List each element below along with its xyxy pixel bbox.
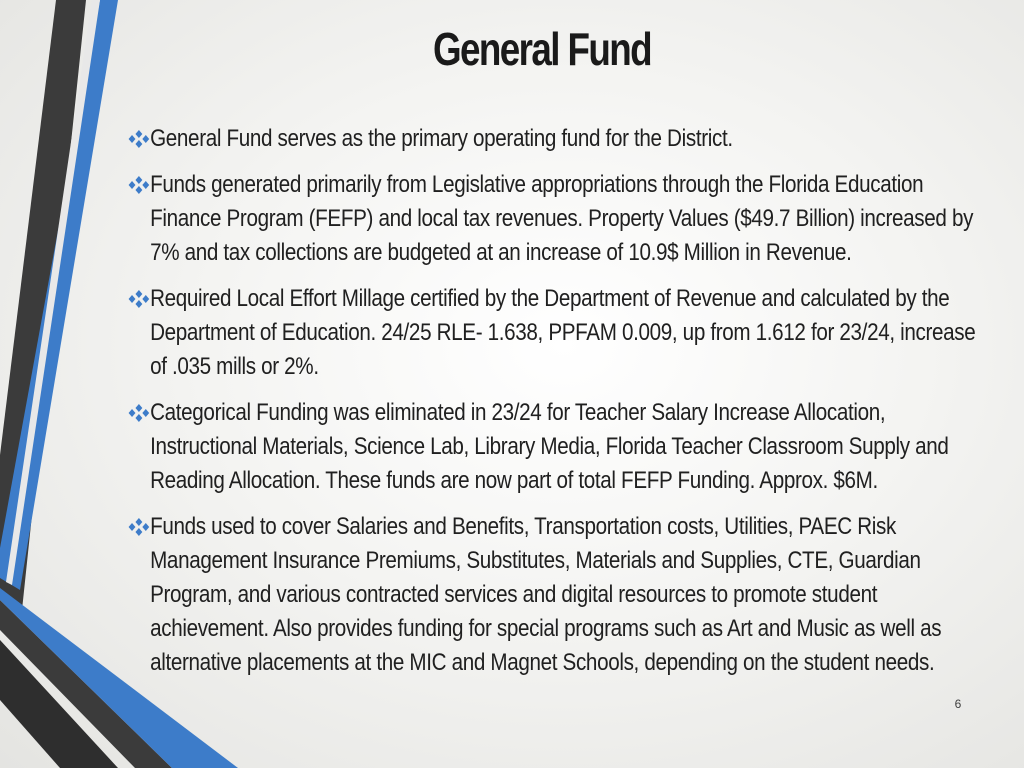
bullet-text: Required Local Effort Millage certified by the Department of Revenue and calculated by the Department of Education. 24/25 RLE- 1.638, PPFAM 0.009, up from 1.612 for 23/24, increase of .035 mills or 2%. xyxy=(150,285,976,380)
bullet-text: Funds generated primarily from Legislative appropriations through the Florida Education Finance Program (FEFP) and local tax revenues. Property Values ($49.7 Billion) increased by 7% and tax collections are budgeted at an increase of 10.9$ Million in Revenue. xyxy=(150,171,974,266)
diamond-bullet-icon xyxy=(126,403,152,423)
diamond-bullet-icon xyxy=(126,129,152,149)
bullet-list xyxy=(126,122,1024,692)
bullet-item xyxy=(126,122,976,156)
bullet-item xyxy=(126,510,976,680)
slide-title: General Fund xyxy=(433,23,651,75)
bullet-item xyxy=(126,168,976,270)
bullet-item xyxy=(126,282,976,384)
bullet-text: Funds used to cover Salaries and Benefits, Transportation costs, Utilities, PAEC Risk Management Insurance Premiums, Substitutes, Materials and Supplies, CTE, Guardian Program, and various contracted services and digital resources to promote student achievement. Also provides funding for special programs such as Art and Music as well as alternative placements at the MIC and Magnet Schools, depending on the student needs. xyxy=(150,513,942,676)
bullet-text: General Fund serves as the primary operating fund for the District. xyxy=(150,125,733,152)
diamond-bullet-icon xyxy=(126,289,152,309)
diamond-bullet-icon xyxy=(126,517,152,537)
diamond-bullet-icon xyxy=(126,175,152,195)
bullet-text: Categorical Funding was eliminated in 23/24 for Teacher Salary Increase Allocation, Instructional Materials, Science Lab, Library Media, Florida Teacher Classroom Supply and Reading Allocation. These funds are now part of total FEFP Funding. Approx. $6M. xyxy=(150,399,949,494)
bullet-item xyxy=(126,396,976,498)
page-number: 6 xyxy=(954,697,962,711)
